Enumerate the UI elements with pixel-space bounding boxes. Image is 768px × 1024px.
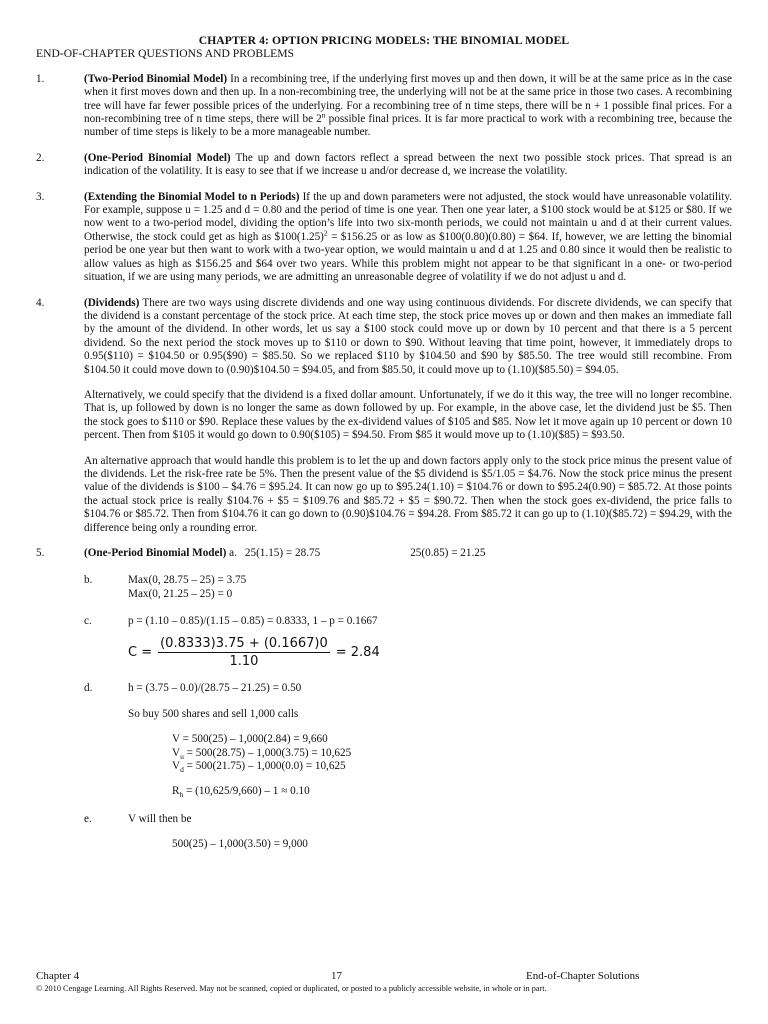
question-5-part-a — [84, 547, 732, 560]
question-number: 3. — [36, 190, 45, 203]
formula-rhs: = 2.84 — [335, 644, 380, 660]
question-text: In a recombining tree, if the underlying first moves up and then down, it will be at the same price as in the case when it first moves down and then up. In a non-recombining tree, the underlying will not be at the same price in those two cases. A recombining tree will have far fewer possible prices of the underlying. For a recombining tree of n time steps, there will be n + 1 possible final prices. For a non-recombining tree of n time steps, there will be 2 — [84, 72, 732, 126]
question-5 — [36, 547, 732, 852]
question-text: If the up and down parameters were not adjusted, the stock would have unreasonable volatility. For example, suppose u = 1.25 and d = 0.80 and the period of time is one year. Then one year later, a $100 stock would be at $125 or $80. If we now went to a two-period model, dividing the option’s life into two six-month periods, we could not maintain u and d at their current values. Otherwise, the stock could get as high as $100(1.25) — [84, 190, 733, 243]
call-price-formula — [128, 637, 732, 669]
part-label: b. — [84, 574, 93, 587]
equation: 25(0.85) = 21.25 — [410, 547, 486, 559]
question-heading: (One-Period Binomial Model) — [84, 547, 227, 559]
superscript: 2 — [323, 228, 328, 238]
chapter-title: CHAPTER 4: OPTION PRICING MODELS: THE BINOMIAL MODEL — [198, 34, 570, 47]
question-text-cont: = $156.25 or as low as $100(0.80)(0.80) = $64. If, however, we are letting the binomial period be one year but then want to work with a two-year option, we would maintain u and d at 1.25 and 0.80 since it would then be realistic to allow values as high as $156.25 and $64 over two years. While this problem might not appear to be that significant in a one- or two-period situation, if we are using many periods, we are admitting an unreasonable degree of volatility if we do not adjust u and d. — [84, 230, 732, 284]
equation: p = (1.10 – 0.85)/(1.15 – 0.85) = 0.8333, 1 – p = 0.1667 — [128, 615, 378, 628]
part-label: d. — [84, 682, 93, 695]
equation: V = 500(25) – 1,000(2.84) = 9,660 — [172, 733, 328, 746]
part-label: e. — [84, 812, 92, 825]
question-heading: (Extending the Binomial Model to n Periods) — [84, 190, 300, 203]
question-3 — [36, 191, 732, 285]
question-text-cont: possible final prices. It is far more practical to work with a recombining tree, because the number of time steps is likely to be a more manageable number. — [84, 113, 732, 139]
equation: Max(0, 21.25 – 25) = 0 — [128, 587, 233, 600]
superscript: n — [321, 110, 326, 120]
equation-rh: $R_h = (10,625/9,660) - 1 \approx 0.10$ — [172, 785, 310, 800]
question-5-part-b — [36, 574, 732, 601]
equation-vd: $V_d = 500(21.75) - 1,000(0.0) = 10,625$ — [172, 760, 346, 775]
question-text: The up and down factors reflect a spread between the next two possible stock prices. That spread is an indication of the volatility. It is easy to see that if we increase u and/or decrease d, we increase the volatility. — [84, 151, 732, 178]
question-text: There are two ways using discrete dividends and one way using continuous dividends. For discrete dividends, we can specify that the dividend is a constant percentage of the stock price. At each time step, the stock price moves up or down and then makes an immediate fall by the amount of the dividend. In other words, let us say a $100 stock could move up or down by 10 percent and that there is a 5 percent dividend. So the next period the stock moves up to $110 or down to $90. Without leaving that time point, however, it immediately drops to 0.95($110) = $104.50 or 0.95($90) = $85.50. So we replaced $110 by $104.50 and $90 by $85.50. The tree would still recombine. From $104.50 it could move down to (0.90)$104.50 = $94.05, and from $85.50, it could move up to (1.10)($85.50) = $94.05. — [84, 296, 732, 376]
question-5-part-d — [36, 682, 732, 798]
equation: h = (3.75 – 0.0)/(28.75 – 21.25) = 0.50 — [128, 682, 302, 695]
question-heading: (One-Period Binomial Model) — [84, 151, 231, 164]
formula-numerator: (0.8333)3.75 + (0.1667)0 — [158, 637, 330, 653]
equation: 500(25) – 1,000(3.50) = 9,000 — [172, 838, 308, 851]
question-number: 5. — [36, 547, 45, 559]
statement: So buy 500 shares and sell 1,000 calls — [128, 707, 299, 720]
copyright-notice: © 2010 Cengage Learning. All Rights Reserved. May not be scanned, copied or duplicated, or posted to a publicly accessible website, in whole or in part. — [36, 984, 547, 993]
question-5-part-c — [36, 615, 732, 668]
part-label: c. — [84, 615, 92, 628]
portfolio-values — [128, 733, 732, 799]
equation-vu: $V_u = 500(28.75) - 1,000(3.75) = 10,625$ — [172, 746, 352, 761]
question-4 — [36, 297, 732, 536]
formula-fraction — [158, 637, 330, 669]
page-content — [36, 34, 732, 852]
footer-chapter: Chapter 4 — [36, 970, 80, 982]
question-2-body — [84, 152, 732, 179]
question-heading: (Two-Period Binomial Model) — [84, 72, 228, 85]
question-4-paragraph-2: Alternatively, we could specify that the dividend is a fixed dollar amount. Unfortunately, if we do it this way, the tree will no longer recombine. That is, up followed by down is no longer the same as down followed by up. For example, in the above case, let the dividend just be $5. Then the stock goes to $110 or $90. Replace these values by the ex-dividend values of $105 and $85. Now let it move again up 10 percent or down 10 percent. Then from $105 it would go down to 0.90($105) = $94.50. From $85 it would move up to (1.10)($85) = $93.50. — [84, 388, 732, 442]
page-number: 17 — [331, 970, 342, 982]
section-subtitle: END-OF-CHAPTER QUESTIONS AND PROBLEMS — [36, 47, 294, 61]
formula-lhs: C = — [128, 644, 153, 660]
equation: 25(1.15) = 28.75 — [244, 547, 321, 559]
question-number: 1. — [36, 72, 45, 85]
footer-section: End-of-Chapter Solutions — [526, 970, 640, 982]
question-1-body — [84, 73, 732, 140]
equation: Max(0, 28.75 – 25) = 3.75 — [128, 574, 247, 587]
question-1 — [36, 73, 732, 140]
question-5-part-e — [36, 813, 732, 852]
question-heading: (Dividends) — [84, 296, 140, 309]
formula-denominator: 1.10 — [229, 654, 259, 670]
question-2 — [36, 152, 732, 179]
question-number: 4. — [36, 296, 45, 309]
page-footer — [36, 970, 732, 994]
question-4-paragraph-1 — [84, 297, 732, 377]
question-number: 2. — [36, 151, 45, 164]
statement: V will then be — [128, 812, 192, 825]
part-label: a. — [226, 547, 237, 559]
question-4-paragraph-3: An alternative approach that would handle this problem is to let the up and down factors apply only to the stock price minus the present value of the dividends. Let the risk-free rate be 5%. Then the present value of the $5 dividend is $5/1.05 = $4.76. Now the stock price minus the present value of the dividends is $100 – $4.76 = $95.24. It can now go up to $95.24(1.10) = $104.76 or down to $95.24(0.90) = $85.72. At those points the actual stock price is really $104.76 + $5 = $109.76 and $85.72 + $5 = $90.72. Then when the stock goes ex-dividend, the price falls to $104.76 or $85.72. Then from $104.76 it can go down to (0.90)$104.76 = $94.28. From $85.72 it can go up to (1.10)($85.72) = $94.29, with the difference being only a rounding error. — [84, 454, 732, 534]
question-3-body — [84, 191, 732, 285]
